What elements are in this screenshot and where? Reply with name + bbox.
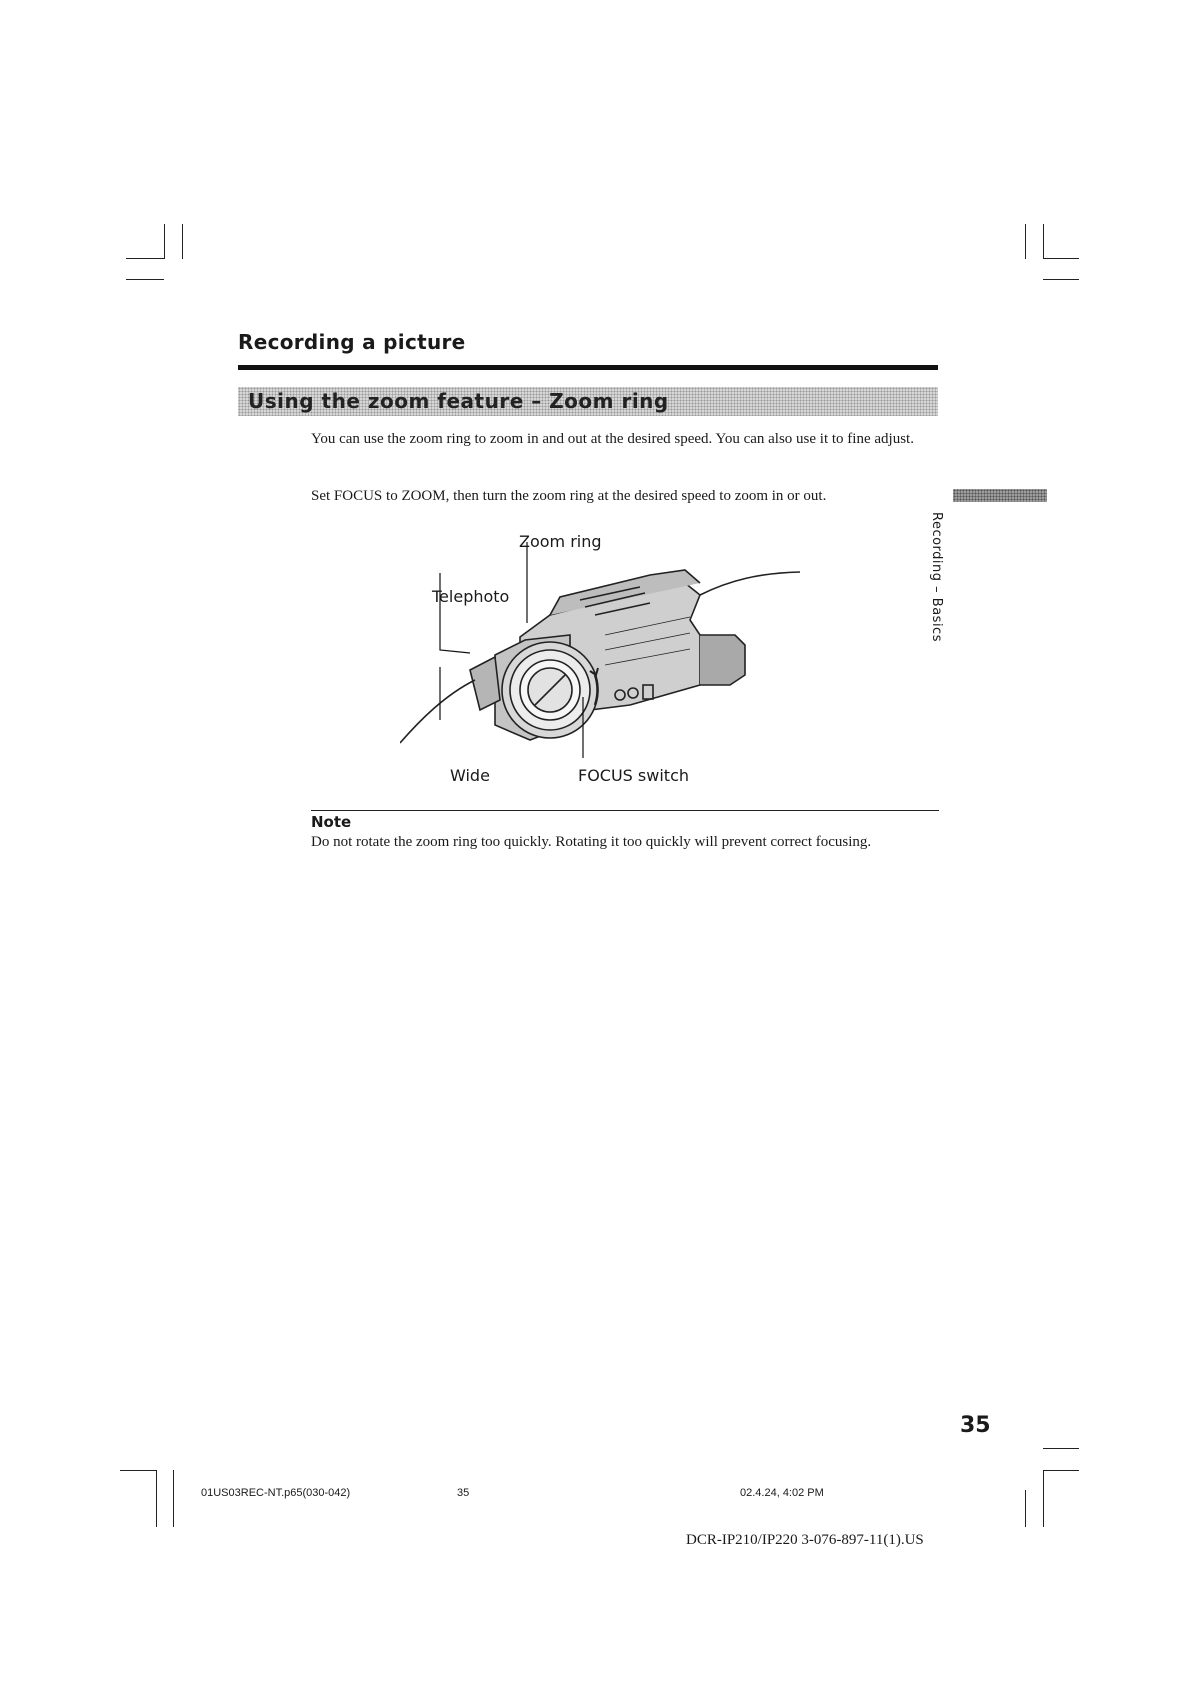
crop-mark bbox=[1043, 1448, 1079, 1449]
camcorder-illustration bbox=[400, 525, 820, 795]
side-tab-bar bbox=[953, 489, 1047, 502]
page-number: 35 bbox=[960, 1413, 991, 1438]
crop-mark bbox=[1043, 258, 1079, 259]
crop-mark bbox=[126, 258, 164, 259]
crop-mark bbox=[1043, 224, 1044, 259]
telephoto-label: Telephoto bbox=[432, 587, 510, 606]
note-text: Do not rotate the zoom ring too quickly. Rotating it too quickly will prevent correct focusing. bbox=[311, 834, 872, 850]
crop-mark bbox=[1043, 1470, 1079, 1471]
title-rule bbox=[238, 365, 938, 370]
subsection-title: Using the zoom feature – Zoom ring bbox=[248, 389, 669, 413]
crop-mark bbox=[1025, 224, 1026, 259]
crop-mark bbox=[120, 1470, 156, 1471]
zoom-ring-label: Zoom ring bbox=[519, 532, 602, 551]
crop-mark bbox=[1043, 279, 1079, 280]
crop-mark bbox=[173, 1470, 174, 1527]
instruction-paragraph: Set FOCUS to ZOOM, then turn the zoom ring at the desired speed to zoom in or out. bbox=[311, 488, 827, 504]
note-rule bbox=[311, 810, 939, 811]
camcorder-figure bbox=[400, 525, 820, 795]
focus-switch-label: FOCUS switch bbox=[578, 766, 689, 785]
crop-mark bbox=[1025, 1490, 1026, 1527]
model-code: DCR-IP210/IP220 3-076-897-11(1).US bbox=[686, 1532, 924, 1548]
footer-page: 35 bbox=[457, 1487, 470, 1499]
footer-file-name: 01US03REC-NT.p65(030-042) bbox=[201, 1487, 351, 1499]
footer-timestamp: 02.4.24, 4:02 PM bbox=[740, 1487, 824, 1499]
crop-mark bbox=[126, 279, 164, 280]
side-tab-label: Recording – Basics bbox=[929, 512, 944, 642]
crop-mark bbox=[164, 224, 165, 259]
note-heading: Note bbox=[311, 813, 352, 831]
section-title: Recording a picture bbox=[238, 330, 466, 354]
intro-paragraph: You can use the zoom ring to zoom in and out at the desired speed. You can also use it to fine adjust. bbox=[311, 431, 914, 447]
crop-mark bbox=[156, 1470, 157, 1527]
crop-mark bbox=[1043, 1470, 1044, 1527]
crop-mark bbox=[182, 224, 183, 259]
wide-label: Wide bbox=[450, 766, 490, 785]
